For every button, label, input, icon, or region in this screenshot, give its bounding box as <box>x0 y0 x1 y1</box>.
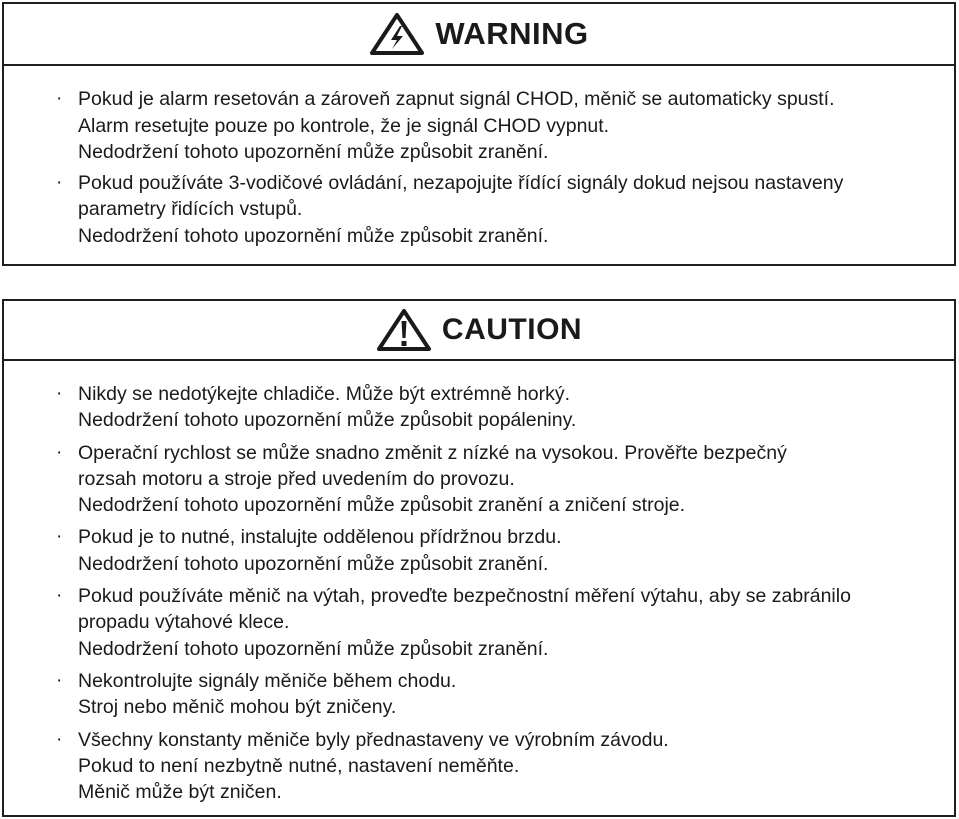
warning-item-line: Nedodržení tohoto upozornění může způsobit zranění. <box>78 141 549 163</box>
caution-item-line: Nedodržení tohoto upozornění může způsobit zranění. <box>78 552 549 575</box>
caution-item-line: Měnič může být zničen. <box>78 781 282 804</box>
bullet-mark: · <box>56 585 63 607</box>
caution-item-line: Nedodržení tohoto upozornění může způsobit zranění a zničení stroje. <box>78 494 686 517</box>
caution-item-line: propadu výtahové klece. <box>78 611 290 634</box>
bullet-mark: · <box>56 526 63 548</box>
warning-box <box>2 2 956 266</box>
electric-shock-warning-icon <box>369 12 425 56</box>
caution-item <box>56 440 934 519</box>
warning-item <box>56 86 934 166</box>
caution-item <box>56 727 934 806</box>
caution-item-line: Nikdy se nedotýkejte chladiče. Může být extrémně horký. <box>78 383 571 405</box>
caution-title: CAUTION <box>441 313 583 346</box>
caution-item-line: Pokud je to nutné, instalujte oddělenou přídržnou brzdu. <box>78 526 562 549</box>
bullet-mark: · <box>56 441 63 463</box>
warning-item-line: Pokud používáte 3-vodičové ovládání, nezapojujte řídící signály dokud nejsou nastaveny <box>78 171 844 194</box>
caution-item-line: rozsah motoru a stroje před uvedením do provozu. <box>78 467 515 490</box>
warning-item-line: Nedodržení tohoto upozornění může způsobit zranění. <box>78 224 549 247</box>
exclamation-warning-icon <box>376 308 432 352</box>
caution-item-line: Pokud to není nezbytně nutné, nastavení neměňte. <box>78 754 520 777</box>
bullet-mark: · <box>56 728 63 750</box>
caution-item-line: Nedodržení tohoto upozornění může způsobit zranění. <box>78 637 549 660</box>
caution-item <box>56 524 934 577</box>
warning-item-line: parametry řidících vstupů. <box>78 198 303 220</box>
bullet-mark: · <box>56 669 63 691</box>
caution-box <box>2 299 956 817</box>
caution-item <box>56 583 934 662</box>
caution-item-line: Stroj nebo měnič mohou být zničeny. <box>78 696 397 719</box>
bullet-mark: · <box>56 171 63 193</box>
caution-item-line: Všechny konstanty měniče byly přednastaveny ve výrobním závodu. <box>78 728 669 751</box>
caution-header <box>4 301 954 361</box>
caution-item-line: Pokud používáte měnič na výtah, proveďte bezpečnostní měření výtahu, aby se zabránilo <box>78 585 851 608</box>
caution-item-line: Nedodržení tohoto upozornění může způsobit popáleniny. <box>78 409 577 432</box>
caution-item-line: Operační rychlost se může snadno změnit z nízké na vysokou. Prověřte bezpečný <box>78 441 787 464</box>
caution-item <box>56 668 934 721</box>
warning-item-line: Alarm resetujte pouze po kontrole, že je signál CHOD vypnut. <box>78 114 610 137</box>
caution-items <box>56 381 934 811</box>
warning-items <box>56 86 934 253</box>
caution-item <box>56 381 934 434</box>
warning-item-line: Pokud je alarm resetován a zároveň zapnut signál CHOD, měnič se automaticky spustí. <box>78 88 835 110</box>
warning-title: WARNING <box>435 16 589 51</box>
warning-item <box>56 170 934 250</box>
caution-item-line: Nekontrolujte signály měniče během chodu. <box>78 669 457 692</box>
bullet-mark: · <box>56 88 63 109</box>
warning-header <box>4 4 954 66</box>
bullet-mark: · <box>56 383 63 404</box>
